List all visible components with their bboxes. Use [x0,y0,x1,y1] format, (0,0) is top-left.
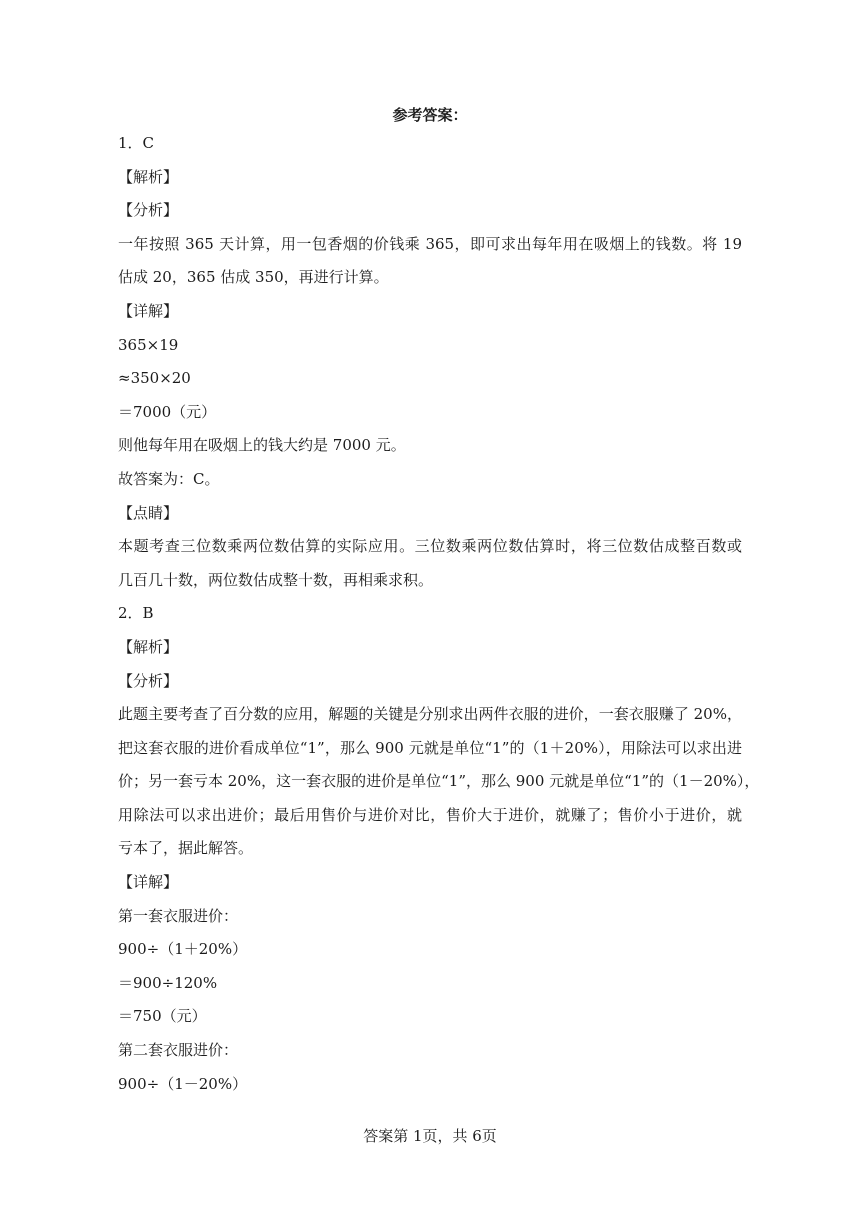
analysis-line: 把这套衣服的进价看成单位“1”，那么 900 元就是单位“1”的（1＋20%），用除法可以求出进 [118,738,742,757]
calculation-line: 第一套衣服进价： [118,906,239,925]
analysis-line: 估成 20，365 估成 350，再进行计算。 [118,268,389,287]
analysis-line: 用除法可以求出进价；最后用售价与进价对比，售价大于进价，就赚了；售价小于进价，就 [118,805,742,824]
analysis-line: 亏本了，据此解答。 [118,839,254,858]
page-footer: 答案第 1页，共 6页 [363,1127,497,1145]
section-heading-xiangjie: 【详解】 [118,301,179,320]
section-heading-dianjing: 【点睛】 [118,503,179,522]
comment-line: 几百几十数，两位数估成整十数，再相乘求积。 [118,570,434,589]
conclusion-line: 则他每年用在吸烟上的钱大约是 7000 元。 [118,436,406,455]
calculation-line: 第二套衣服进价： [118,1041,239,1060]
analysis-line: 此题主要考查了百分数的应用，解题的关键是分别求出两件衣服的进价，一套衣服赚了 20%， [118,705,742,724]
calculation-line: ＝900÷120% [118,973,218,992]
section-heading-jiexi: 【解析】 [118,637,179,656]
page-title: 参考答案： [392,106,468,124]
calculation-line: ＝750（元） [118,1007,207,1026]
analysis-line: 一年按照 365 天计算，用一包香烟的价钱乘 365，即可求出每年用在吸烟上的钱数。将 19 [118,234,742,253]
question-2-answer: 2．B [118,604,154,623]
calculation-line: ＝7000（元） [118,402,217,421]
section-heading-fenxi: 【分析】 [118,201,179,220]
answer-content [118,132,760,1106]
section-heading-fenxi: 【分析】 [118,671,179,690]
question-1-answer: 1．C [118,134,155,152]
answer-line: 故答案为：C。 [118,469,220,488]
calculation-line: 365×19 [118,335,179,354]
comment-line: 本题考查三位数乘两位数估算的实际应用。三位数乘两位数估算时，将三位数估成整百数或 [118,537,742,556]
calculation-line: 900÷（1－20%） [118,1074,248,1093]
analysis-line: 价；另一套亏本 20%，这一套衣服的进价是单位“1”，那么 900 元就是单位“1”的（1－20%）， [118,772,760,791]
section-heading-xiangjie: 【详解】 [118,873,179,892]
calculation-line: 900÷（1＋20%） [118,940,248,959]
section-heading-jiexi: 【解析】 [118,167,179,186]
calculation-line: ≈350×20 [118,369,191,388]
